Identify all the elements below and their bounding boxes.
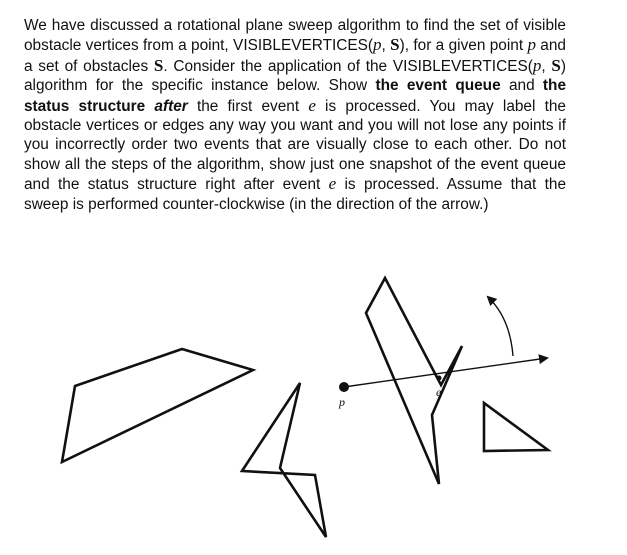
math-p: p <box>532 55 542 75</box>
text-segment: is processed. Assume that the sweep is performed counter-clockwise (in the direction of the arrow.) <box>24 176 567 213</box>
math-S: S <box>153 55 164 75</box>
text-segment: , <box>541 57 552 75</box>
math-p: p <box>527 35 536 55</box>
text-segment: We have discussed a rotational plane sweep algorithm to find the set of visible obstacle vertices from a point, VISIBLEVERTICES( <box>24 17 566 55</box>
math-p: p <box>373 35 382 55</box>
rotation-arrow <box>488 297 513 356</box>
label-p: p <box>339 395 345 409</box>
math-S: S <box>390 35 400 55</box>
keyword-status-structure: the status structure <box>24 77 567 115</box>
obstacle-tall <box>366 278 462 484</box>
text-segment: and <box>500 77 543 95</box>
math-e: e <box>328 174 337 194</box>
text-segment: , <box>381 37 391 55</box>
keyword-after: after <box>154 97 188 115</box>
obstacle-quadrilateral <box>62 349 253 462</box>
keyword-event-queue: the event queue <box>375 77 501 95</box>
text-segment: ), for a given point <box>399 37 528 55</box>
obstacle-arrow-shape <box>242 383 326 537</box>
obstacle-triangle <box>484 403 548 451</box>
text-segment: and a set of obstacles <box>24 37 566 75</box>
label-e: e <box>436 385 442 399</box>
math-S: S <box>551 55 561 75</box>
math-e: e <box>308 95 316 115</box>
text-segment: ) algorithm for the specific instance below. Show <box>24 57 566 95</box>
point-e <box>437 376 442 381</box>
point-p <box>339 382 349 392</box>
text-segment: the first event <box>187 97 309 115</box>
text-segment: . Consider the application of the VISIBLEVERTICES( <box>163 57 533 75</box>
text-segment: is processed. You may label the obstacle vertices or edges any way you want and you will not lose any points if you incorrectly order two events that are visually close to each other. Do not show all the steps of the algorithm, show just one snapshot of the event queue and the status structure right after event <box>24 97 566 194</box>
